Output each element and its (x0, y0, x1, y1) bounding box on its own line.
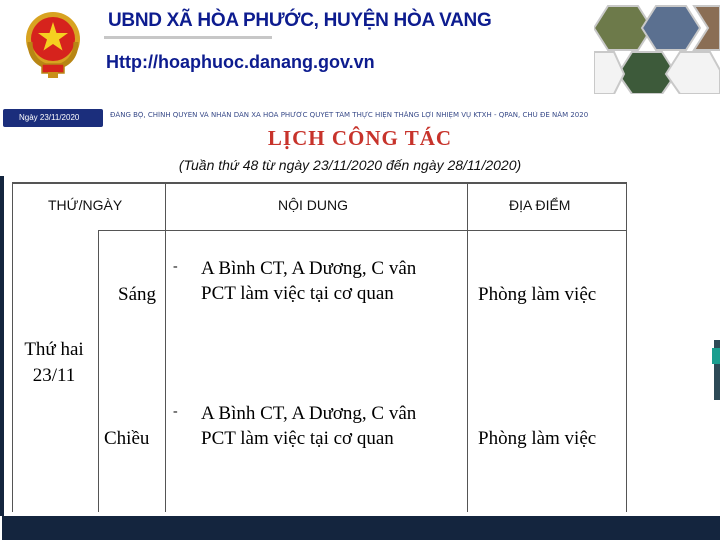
participants-panel (627, 176, 720, 516)
title-underline (104, 36, 272, 39)
organization-title: UBND XÃ HÒA PHƯỚC, HUYỆN HÒA VANG (108, 10, 492, 31)
column-header-location: ĐỊA ĐIỂM (509, 197, 571, 213)
page-title: LỊCH CÔNG TÁC (267, 126, 453, 150)
day-label: Thứ hai 23/11 (24, 339, 84, 386)
row-content: A Bình CT, A Dương, C vân PCT làm việc tại cơ quan (201, 403, 417, 449)
column-divider (165, 182, 166, 512)
website-link[interactable]: Http://hoaphuoc.danang.gov.vn (106, 52, 375, 72)
date-tag: Ngày 23/11/2020 (3, 109, 103, 127)
tab-marker (712, 348, 720, 364)
bullet-dash: - (173, 404, 178, 419)
bullet-dash: - (173, 259, 178, 274)
table-top-border (12, 182, 626, 184)
week-range: (Tuần thứ 48 từ ngày 23/11/2020 đến ngày 28/11/2020) (178, 157, 522, 173)
table-header-divider (98, 230, 626, 231)
column-header-participants: THÀNH PHẦN (646, 184, 696, 218)
footer-bar (2, 516, 720, 540)
session-afternoon: Chiều (104, 428, 150, 449)
photo-collage (594, 2, 720, 94)
session-morning: Sáng (118, 284, 156, 305)
row-location: Phòng làm việc (478, 284, 597, 305)
column-header-day: THỨ/NGÀY (48, 197, 123, 213)
row-content: A Bình CT, A Dương, C vân PCT làm việc tại cơ quan (201, 258, 417, 304)
row-location: Phòng làm việc (478, 428, 597, 449)
slogan-ticker: ĐẢNG BỘ, CHÍNH QUYỀN VÀ NHÂN DÂN XÃ HÒA PHƯỚC QUYẾT TÂM THỰC HIỆN THẮNG LỢI NHIỆM VỤ KTXH - QPAN, CHỦ ĐỀ NĂM 2020 (110, 111, 589, 119)
national-emblem-icon (22, 6, 84, 80)
column-header-content: NỘI DUNG (278, 197, 348, 213)
column-divider (626, 182, 627, 512)
left-edge-strip (0, 176, 4, 516)
column-divider (467, 182, 468, 512)
